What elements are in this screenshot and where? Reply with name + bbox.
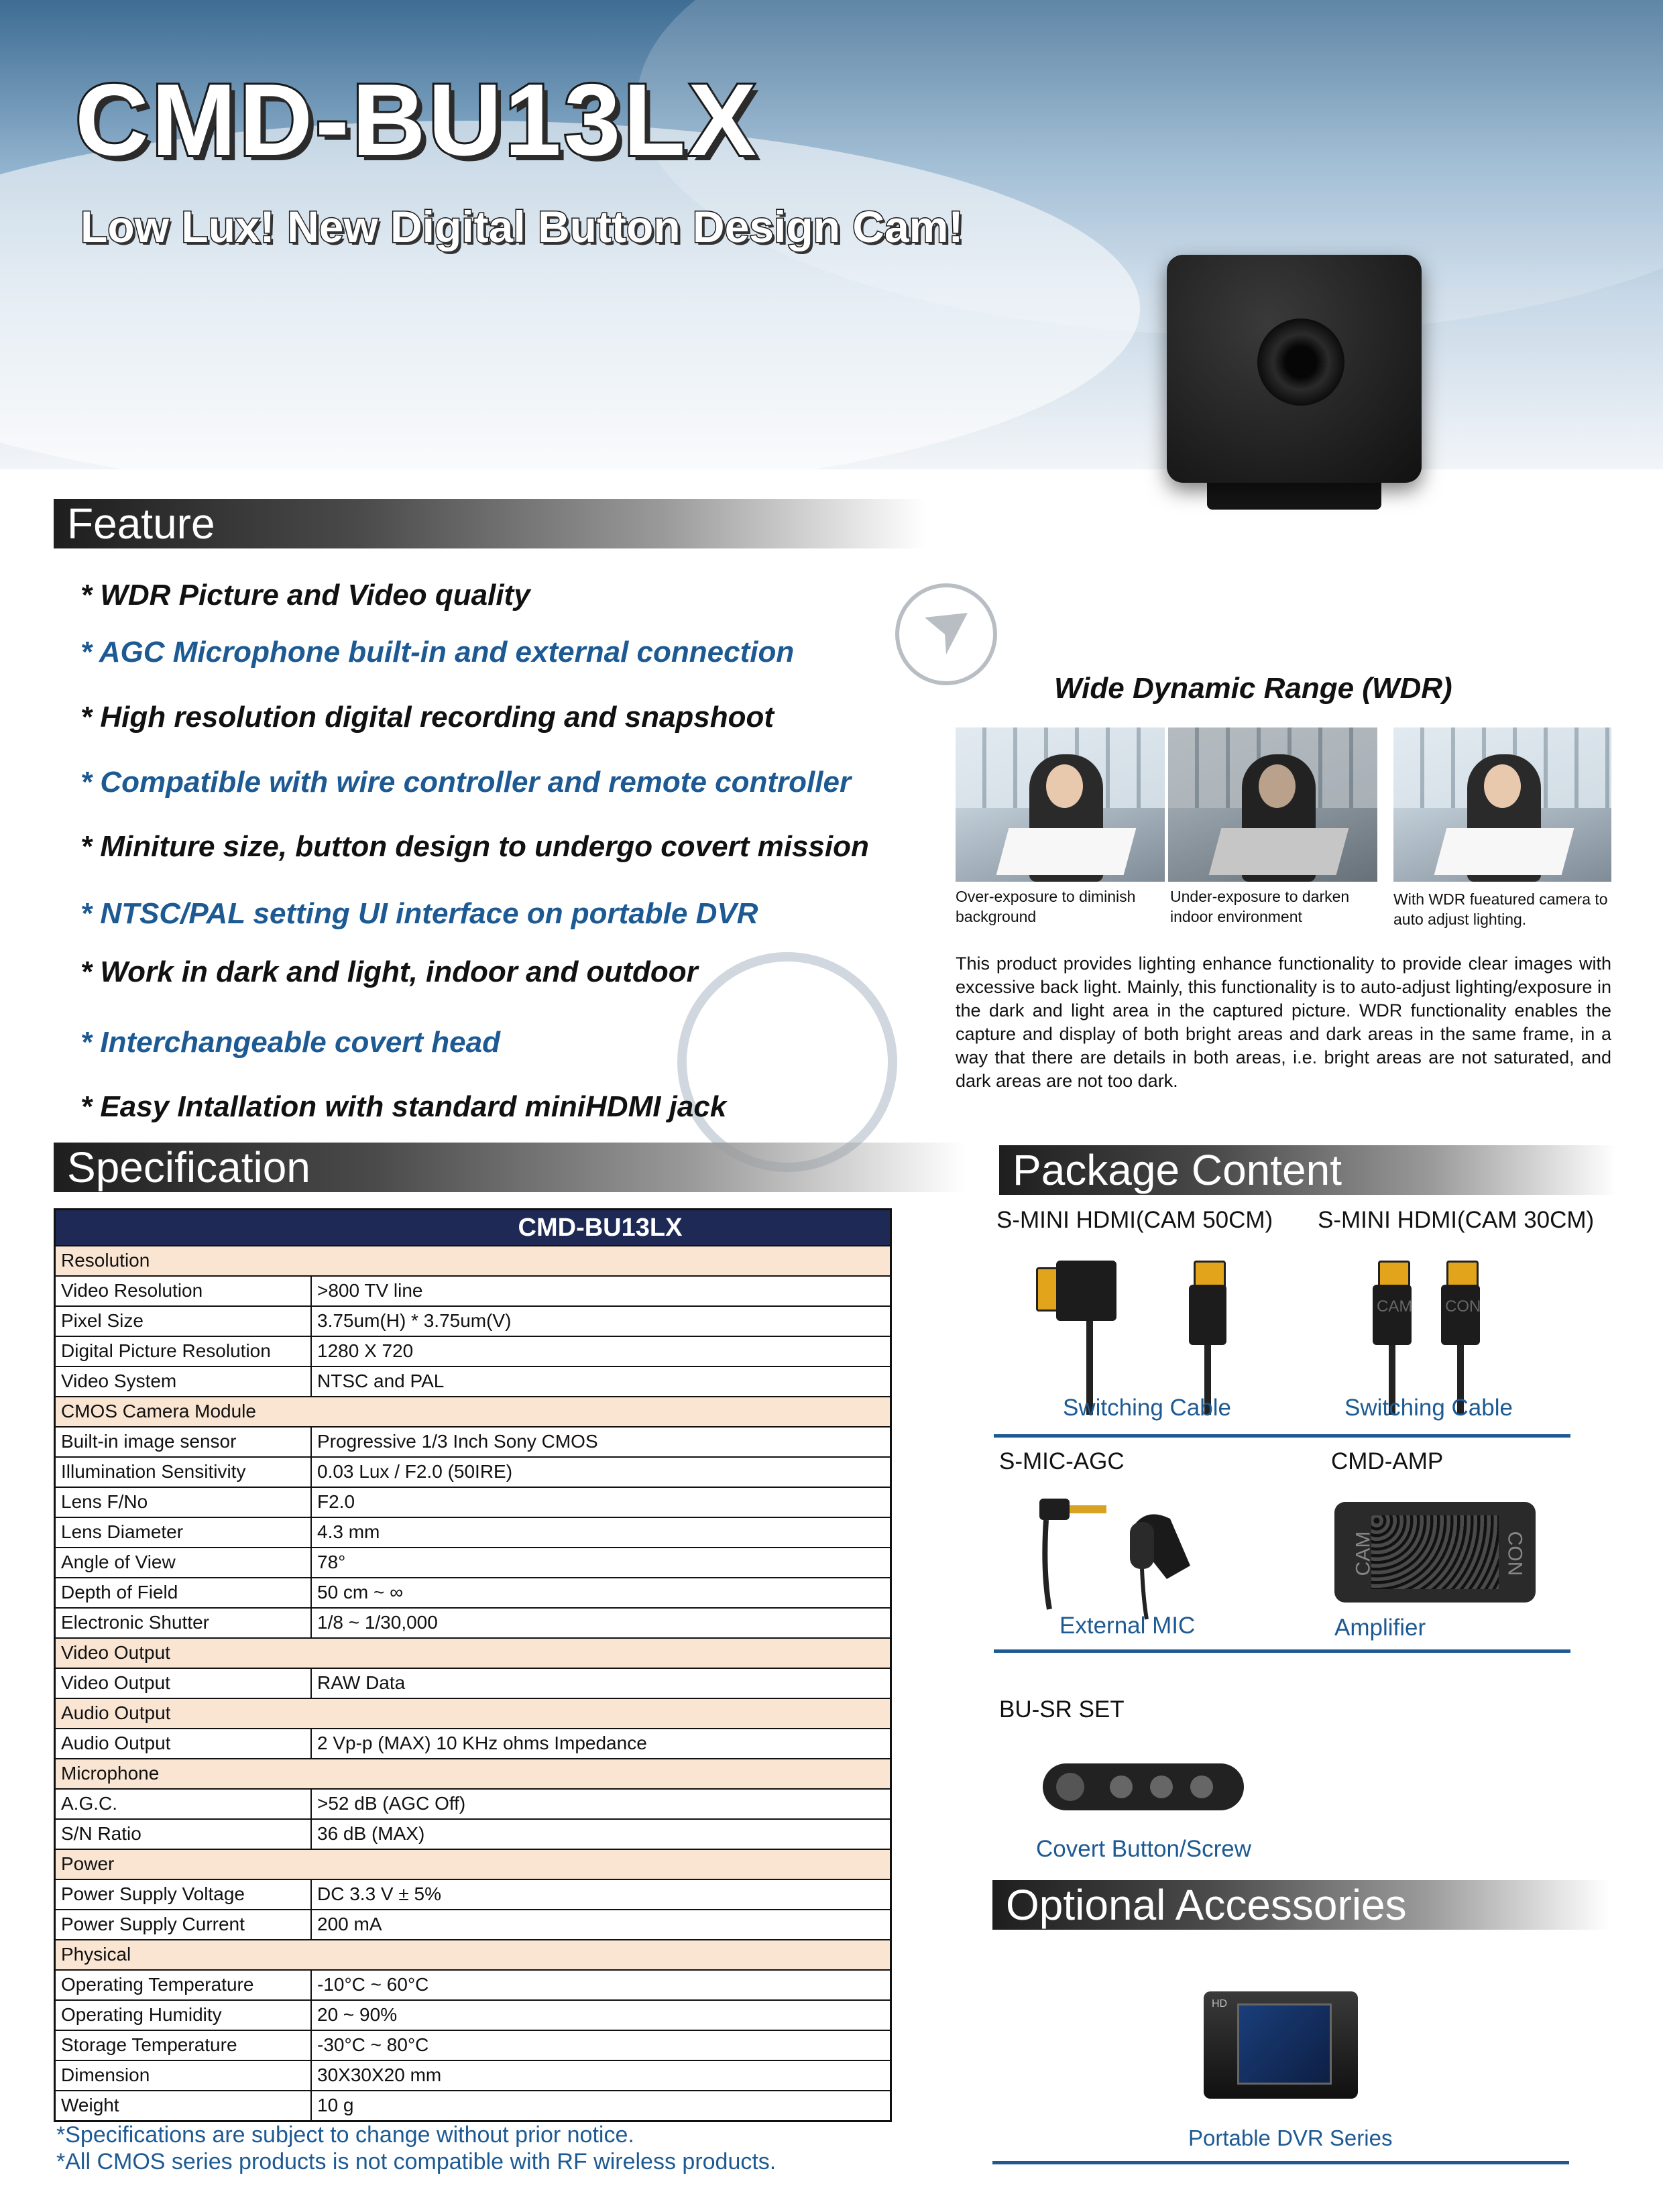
- spec-value: 1280 X 720: [317, 1340, 414, 1361]
- spec-row: [56, 1305, 890, 1336]
- spec-row: [56, 2030, 890, 2060]
- spec-category-row: [56, 1245, 890, 1275]
- wdr-caption: With WDR fueatured camera to auto adjust lighting.: [1393, 890, 1608, 928]
- spec-row: [56, 1366, 890, 1396]
- spec-row: [56, 1818, 890, 1849]
- spec-value: Progressive 1/3 Inch Sony CMOS: [317, 1431, 598, 1452]
- spec-category-label: Physical: [61, 1944, 131, 1965]
- spec-category-row: [56, 1396, 890, 1426]
- spec-value: 4.3 mm: [317, 1521, 380, 1542]
- feature-section-heading: Feature: [54, 499, 925, 548]
- package-item-label: S-MINI HDMI(CAM 50CM): [996, 1207, 1273, 1233]
- spec-value: NTSC and PAL: [317, 1371, 445, 1391]
- spec-row: [56, 1788, 890, 1818]
- portable-dvr-image: [1204, 1991, 1358, 2099]
- spec-key: Angle of View: [56, 1548, 312, 1577]
- spec-value: 20 ~ 90%: [317, 2004, 398, 2025]
- spec-key: Storage Temperature: [56, 2031, 312, 2060]
- feature-item: * NTSC/PAL setting UI interface on portable DVR: [80, 897, 758, 930]
- spec-category-row: [56, 1637, 890, 1668]
- wdr-caption: Over-exposure to diminish background: [956, 888, 1136, 925]
- feature-item: * WDR Picture and Video quality: [80, 579, 530, 612]
- spec-key: Operating Humidity: [56, 2001, 312, 2030]
- feature-item: * Work in dark and light, indoor and outdoor: [80, 955, 698, 988]
- amp-con-label: CON: [1503, 1531, 1526, 1576]
- product-title: CMD-BU13LX: [75, 63, 759, 177]
- spec-table-header: CMD-BU13LX: [56, 1210, 890, 1245]
- package-section-heading: Package Content: [999, 1145, 1616, 1195]
- divider: [994, 1434, 1570, 1438]
- spec-category-row: [56, 1939, 890, 1969]
- spec-value: 1/8 ~ 1/30,000: [317, 1612, 438, 1633]
- external-mic-image: [1029, 1492, 1217, 1629]
- spec-value: 10 g: [317, 2095, 354, 2115]
- specification-section-heading: Specification: [54, 1143, 966, 1192]
- feature-item: * Compatible with wire controller and remote controller: [80, 766, 852, 799]
- spec-key: Video System: [56, 1367, 312, 1396]
- spec-value: -30°C ~ 80°C: [317, 2034, 429, 2055]
- package-item-caption: Covert Button/Screw: [1036, 1836, 1251, 1862]
- plug-con-label: CON: [1445, 1297, 1481, 1316]
- spec-row: [56, 1969, 890, 1999]
- spec-value: 30X30X20 mm: [317, 2064, 442, 2085]
- spec-value: 0.03 Lux / F2.0 (50IRE): [317, 1461, 513, 1482]
- spec-category-label: Microphone: [61, 1763, 160, 1784]
- spec-key: Operating Temperature: [56, 1971, 312, 1999]
- spec-key: S/N Ratio: [56, 1820, 312, 1849]
- spec-category-label: Video Output: [61, 1642, 170, 1663]
- package-item-caption: Switching Cable: [1344, 1395, 1513, 1421]
- spec-key: Lens F/No: [56, 1488, 312, 1517]
- divider: [992, 2161, 1569, 2164]
- spec-key: A.G.C.: [56, 1790, 312, 1818]
- feature-item: * AGC Microphone built-in and external connection: [80, 636, 795, 668]
- spec-row: [56, 2090, 890, 2120]
- divider: [994, 1649, 1570, 1653]
- spec-key: Weight: [56, 2091, 312, 2120]
- spec-value: 50 cm ~ ∞: [317, 1582, 404, 1603]
- spec-row: [56, 1275, 890, 1305]
- package-item-label: S-MINI HDMI(CAM 30CM): [1318, 1207, 1595, 1233]
- spec-value: >800 TV line: [317, 1280, 423, 1301]
- crosshair-decoration: [677, 952, 897, 1172]
- spec-category-row: [56, 1698, 890, 1728]
- spec-row: [56, 1607, 890, 1637]
- feature-item: * Interchangeable covert head: [80, 1026, 500, 1059]
- specification-table: [54, 1208, 892, 2122]
- wdr-photo-overexposed: [956, 727, 1165, 882]
- spec-value: 3.75um(H) * 3.75um(V): [317, 1310, 512, 1331]
- wdr-description: This product provides lighting enhance functionality to provide clear images with excessive back light. Mainly, this functionality is to auto-adjust lighting/exposure in the dark and light area in the captured picture. WDR functionality enables the capture and display of both bright areas and dark areas in the same frame, in a way that there are details in both areas, i.e. bright areas are not saturated, and dark areas are not too dark.: [956, 953, 1611, 1091]
- product-subtitle: Low Lux! New Digital Button Design Cam!: [80, 202, 964, 251]
- spec-value: 36 dB (MAX): [317, 1823, 425, 1844]
- amp-cam-label: CAM: [1352, 1531, 1375, 1576]
- optional-item-caption: Portable DVR Series: [1188, 2126, 1393, 2150]
- spec-category-label: CMOS Camera Module: [61, 1401, 256, 1421]
- spec-value: F2.0: [317, 1491, 355, 1512]
- plug-cam-label: CAM: [1377, 1297, 1413, 1316]
- camera-product-image: [1153, 255, 1435, 516]
- spec-key: Power Supply Voltage: [56, 1880, 312, 1909]
- footnote: *All CMOS series products is not compatible with RF wireless products.: [56, 2149, 777, 2174]
- spec-value: 2 Vp-p (MAX) 10 KHz ohms Impedance: [317, 1733, 647, 1753]
- feature-item: * Easy Intallation with standard miniHDMI jack: [80, 1090, 727, 1123]
- spec-key: Digital Picture Resolution: [56, 1337, 312, 1366]
- spec-row: [56, 1456, 890, 1487]
- spec-row: [56, 1668, 890, 1698]
- spec-key: Pixel Size: [56, 1307, 312, 1336]
- package-item-label: BU-SR SET: [999, 1696, 1125, 1723]
- wdr-photo-underexposed: [1168, 727, 1377, 882]
- spec-key: Illumination Sensitivity: [56, 1458, 312, 1487]
- spec-row: [56, 1999, 890, 2030]
- spec-key: Dimension: [56, 2061, 312, 2090]
- package-item-caption: Amplifier: [1334, 1615, 1426, 1641]
- spec-row: [56, 1728, 890, 1758]
- spec-key: Power Supply Current: [56, 1910, 312, 1939]
- spec-row: [56, 1336, 890, 1366]
- spec-category-label: Audio Output: [61, 1702, 171, 1723]
- spec-category-row: [56, 1758, 890, 1788]
- wdr-caption: Under-exposure to darken indoor environment: [1170, 888, 1350, 925]
- spec-row: [56, 1487, 890, 1517]
- spec-category-label: Resolution: [61, 1250, 150, 1271]
- spec-row: [56, 1879, 890, 1909]
- feature-item: * High resolution digital recording and snapshoot: [80, 701, 775, 734]
- spec-key: Audio Output: [56, 1729, 312, 1758]
- camera-lens: [1257, 318, 1344, 406]
- package-item-label: CMD-AMP: [1331, 1448, 1444, 1474]
- package-item-label: S-MIC-AGC: [999, 1448, 1125, 1474]
- dvr-hd-badge: HD: [1212, 1998, 1228, 2010]
- spec-category-row: [56, 1849, 890, 1879]
- footnote: *Specifications are subject to change without prior notice.: [56, 2122, 634, 2148]
- spec-value: 78°: [317, 1552, 346, 1572]
- spec-key: Depth of Field: [56, 1578, 312, 1607]
- spec-key: Lens Diameter: [56, 1518, 312, 1547]
- spec-row: [56, 2060, 890, 2090]
- spec-key: Electronic Shutter: [56, 1609, 312, 1637]
- optional-accessories-heading: Optional Accessories: [992, 1880, 1609, 1930]
- package-item-caption: External MIC: [1059, 1613, 1196, 1639]
- spec-value: RAW Data: [317, 1672, 406, 1693]
- spec-value: >52 dB (AGC Off): [317, 1793, 466, 1814]
- spec-key: Built-in image sensor: [56, 1428, 312, 1456]
- spec-value: -10°C ~ 60°C: [317, 1974, 429, 1995]
- feature-item: * Miniture size, button design to undergo covert mission: [80, 830, 869, 863]
- spec-value: 200 mA: [317, 1914, 382, 1934]
- spec-category-label: Power: [61, 1853, 115, 1874]
- spec-key: Video Output: [56, 1669, 312, 1698]
- wdr-photo-balanced: [1393, 727, 1611, 882]
- spec-row: [56, 1577, 890, 1607]
- spec-value: DC 3.3 V ± 5%: [317, 1883, 441, 1904]
- spec-key: Video Resolution: [56, 1277, 312, 1305]
- wdr-heading: Wide Dynamic Range (WDR): [1054, 672, 1452, 705]
- arrow-circle-icon: [895, 583, 997, 685]
- package-item-caption: Switching Cable: [1063, 1395, 1231, 1421]
- spec-row: [56, 1547, 890, 1577]
- spec-row: [56, 1426, 890, 1456]
- spec-row: [56, 1909, 890, 1939]
- spec-row: [56, 1517, 890, 1547]
